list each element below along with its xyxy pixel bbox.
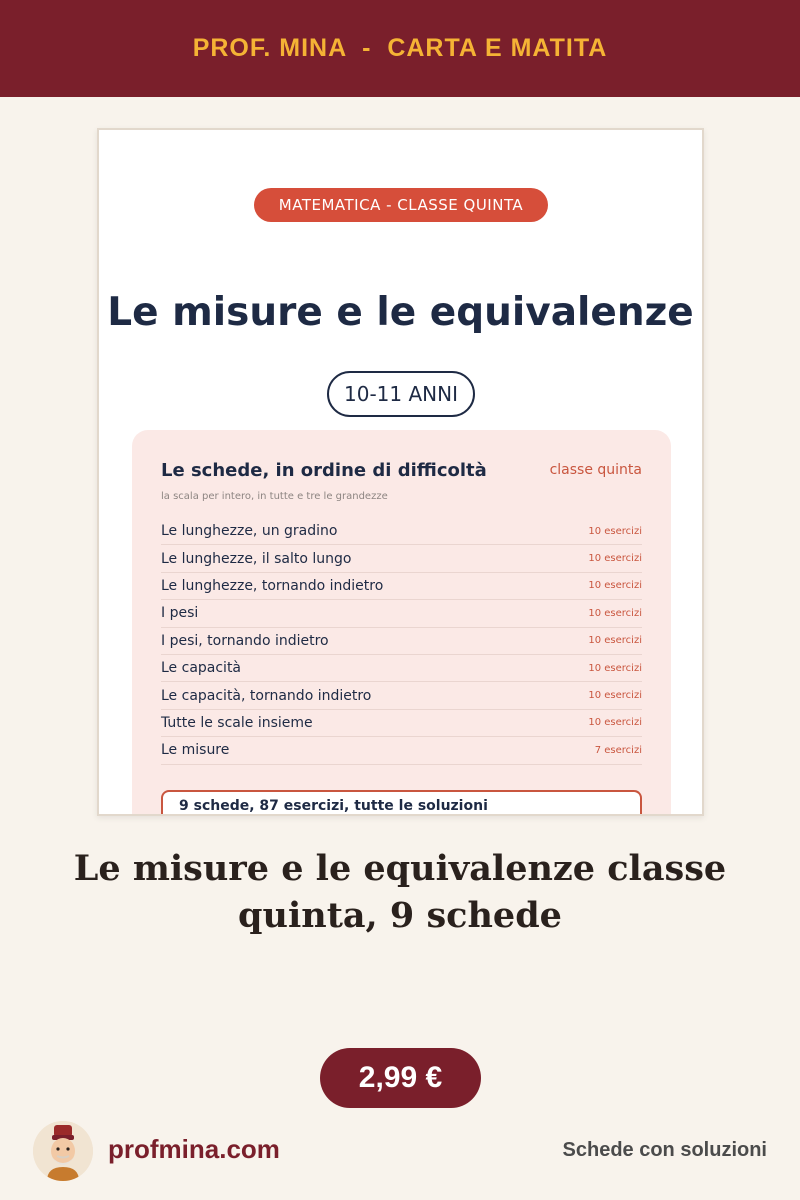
list-item-label: I pesi bbox=[161, 605, 199, 622]
price-badge[interactable]: 2,99 € bbox=[320, 1048, 481, 1108]
list-item-label: Le capacità, tornando indietro bbox=[161, 687, 372, 704]
list-item-label: Le lunghezze, tornando indietro bbox=[161, 577, 384, 594]
list-item-count: 10 esercizi bbox=[588, 717, 642, 729]
list-item-label: Le lunghezze, il salto lungo bbox=[161, 550, 352, 567]
list-item-count: 10 esercizi bbox=[588, 662, 642, 674]
list-item-count: 10 esercizi bbox=[588, 635, 642, 647]
list-item bbox=[161, 518, 642, 545]
list-item bbox=[161, 737, 642, 764]
list-item-label: Le lunghezze, un gradino bbox=[161, 523, 338, 540]
card-title: Le misure e le equivalenze bbox=[107, 290, 694, 335]
list-item bbox=[161, 545, 642, 572]
list-item-count: 7 esercizi bbox=[594, 744, 642, 756]
product-preview-card[interactable] bbox=[97, 128, 704, 816]
subject-pill: MATEMATICA - CLASSE QUINTA bbox=[254, 188, 548, 222]
list-item bbox=[161, 682, 642, 709]
banner-text: PROF. MINA - CARTA E MATITA bbox=[192, 34, 608, 62]
list-item bbox=[161, 573, 642, 600]
summary-box: 9 schede, 87 esercizi, tutte le soluzioni bbox=[161, 790, 642, 816]
list-item-label: Le capacità bbox=[161, 660, 242, 677]
top-banner bbox=[0, 0, 800, 97]
worksheet-list bbox=[161, 518, 642, 765]
product-title[interactable]: Le misure e le equivalenze classe quinta, 9 schede bbox=[73, 848, 727, 936]
panel-title: Le schede, in ordine di difficoltà bbox=[161, 460, 487, 481]
list-item-count: 10 esercizi bbox=[588, 525, 642, 537]
list-item-label: I pesi, tornando indietro bbox=[161, 632, 329, 649]
list-item-label: Tutte le scale insieme bbox=[161, 714, 313, 731]
panel-subtitle: la scala per intero, in tutte e tre le grandezze bbox=[161, 491, 388, 502]
worksheet-list-panel bbox=[132, 430, 671, 816]
list-item bbox=[161, 710, 642, 737]
list-item-count: 10 esercizi bbox=[588, 553, 642, 565]
list-item-count: 10 esercizi bbox=[588, 607, 642, 619]
tagline: Schede con soluzioni bbox=[562, 1139, 767, 1161]
list-item bbox=[161, 628, 642, 655]
list-item-count: 10 esercizi bbox=[588, 580, 642, 592]
list-item bbox=[161, 655, 642, 682]
list-item-label: Le misure bbox=[161, 742, 230, 759]
age-pill: 10-11 ANNI bbox=[327, 371, 475, 417]
list-item-count: 10 esercizi bbox=[588, 690, 642, 702]
teacher-avatar-icon-graphic bbox=[33, 1121, 93, 1181]
list-item bbox=[161, 600, 642, 627]
panel-tag: classe quinta bbox=[549, 462, 642, 478]
teacher-avatar-icon bbox=[33, 1121, 93, 1181]
brand-link[interactable]: profmina.com bbox=[108, 1134, 280, 1164]
